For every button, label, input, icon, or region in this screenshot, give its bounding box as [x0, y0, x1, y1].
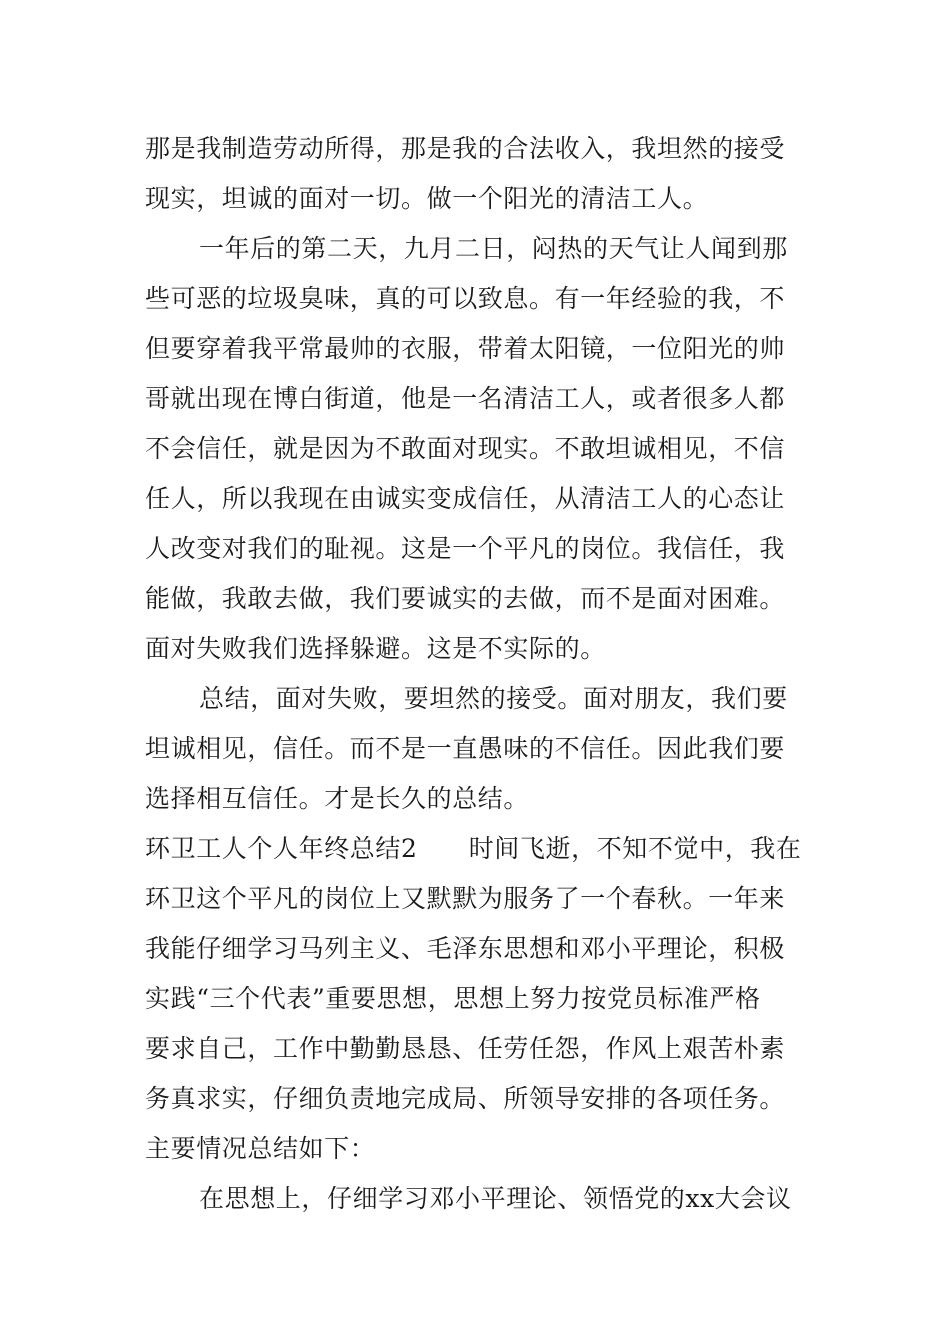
text-line: 选择相互信任。才是长久的总结。	[145, 784, 530, 813]
section-heading-line: 环卫工人个人年终总结2 时间飞逝，不知不觉中，我在	[145, 834, 802, 863]
text-line: 要求自己，工作中勤勤恳恳、任劳任怨，作风上艰苦朴素	[145, 1034, 786, 1063]
paragraph-start-line: 一年后的第二天，九月二日，闷热的天气让人闻到那	[199, 234, 788, 263]
text-line: 哥就出现在博白街道，他是一名清洁工人，或者很多人都	[145, 384, 786, 413]
text-line: 务真求实，仔细负责地完成局、所领导安排的各项任务。	[145, 1084, 786, 1113]
text-line: 但要穿着我平常最帅的衣服，带着太阳镜，一位阳光的帅	[145, 334, 786, 363]
paragraph-start-line: 在思想上，仔细学习邓小平理论、领悟党的xx大会议	[199, 1184, 792, 1213]
text-line: 任人，所以我现在由诚实变成信任，从清洁工人的心态让	[145, 484, 786, 513]
text-line: 那是我制造劳动所得，那是我的合法收入，我坦然的接受	[145, 134, 786, 163]
text-line: 能做，我敢去做，我们要诚实的去做，而不是面对困难。	[145, 584, 786, 613]
paragraph-start-line: 总结，面对失败，要坦然的接受。面对朋友，我们要	[199, 684, 788, 713]
text-line: 坦诚相见，信任。而不是一直愚味的不信任。因此我们要	[145, 734, 786, 763]
text-line: 人改变对我们的耻视。这是一个平凡的岗位。我信任，我	[145, 534, 786, 563]
text-line: 些可恶的垃圾臭味，真的可以致息。有一年经验的我，不	[145, 284, 786, 313]
text-line: 不会信任，就是因为不敢面对现实。不敢坦诚相见，不信	[145, 434, 786, 463]
text-line: 面对失败我们选择躲避。这是不实际的。	[145, 634, 606, 663]
text-line: 现实，坦诚的面对一切。做一个阳光的清洁工人。	[145, 184, 709, 213]
text-line: 我能仔细学习马列主义、毛泽东思想和邓小平理论，积极	[145, 934, 786, 963]
text-line: 环卫这个平凡的岗位上又默默为服务了一个春秋。一年来	[145, 884, 786, 913]
text-line: 实践“三个代表”重要思想，思想上努力按党员标准严格	[145, 984, 761, 1013]
text-line: 主要情况总结如下：	[145, 1134, 376, 1163]
document-body	[145, 124, 810, 1224]
